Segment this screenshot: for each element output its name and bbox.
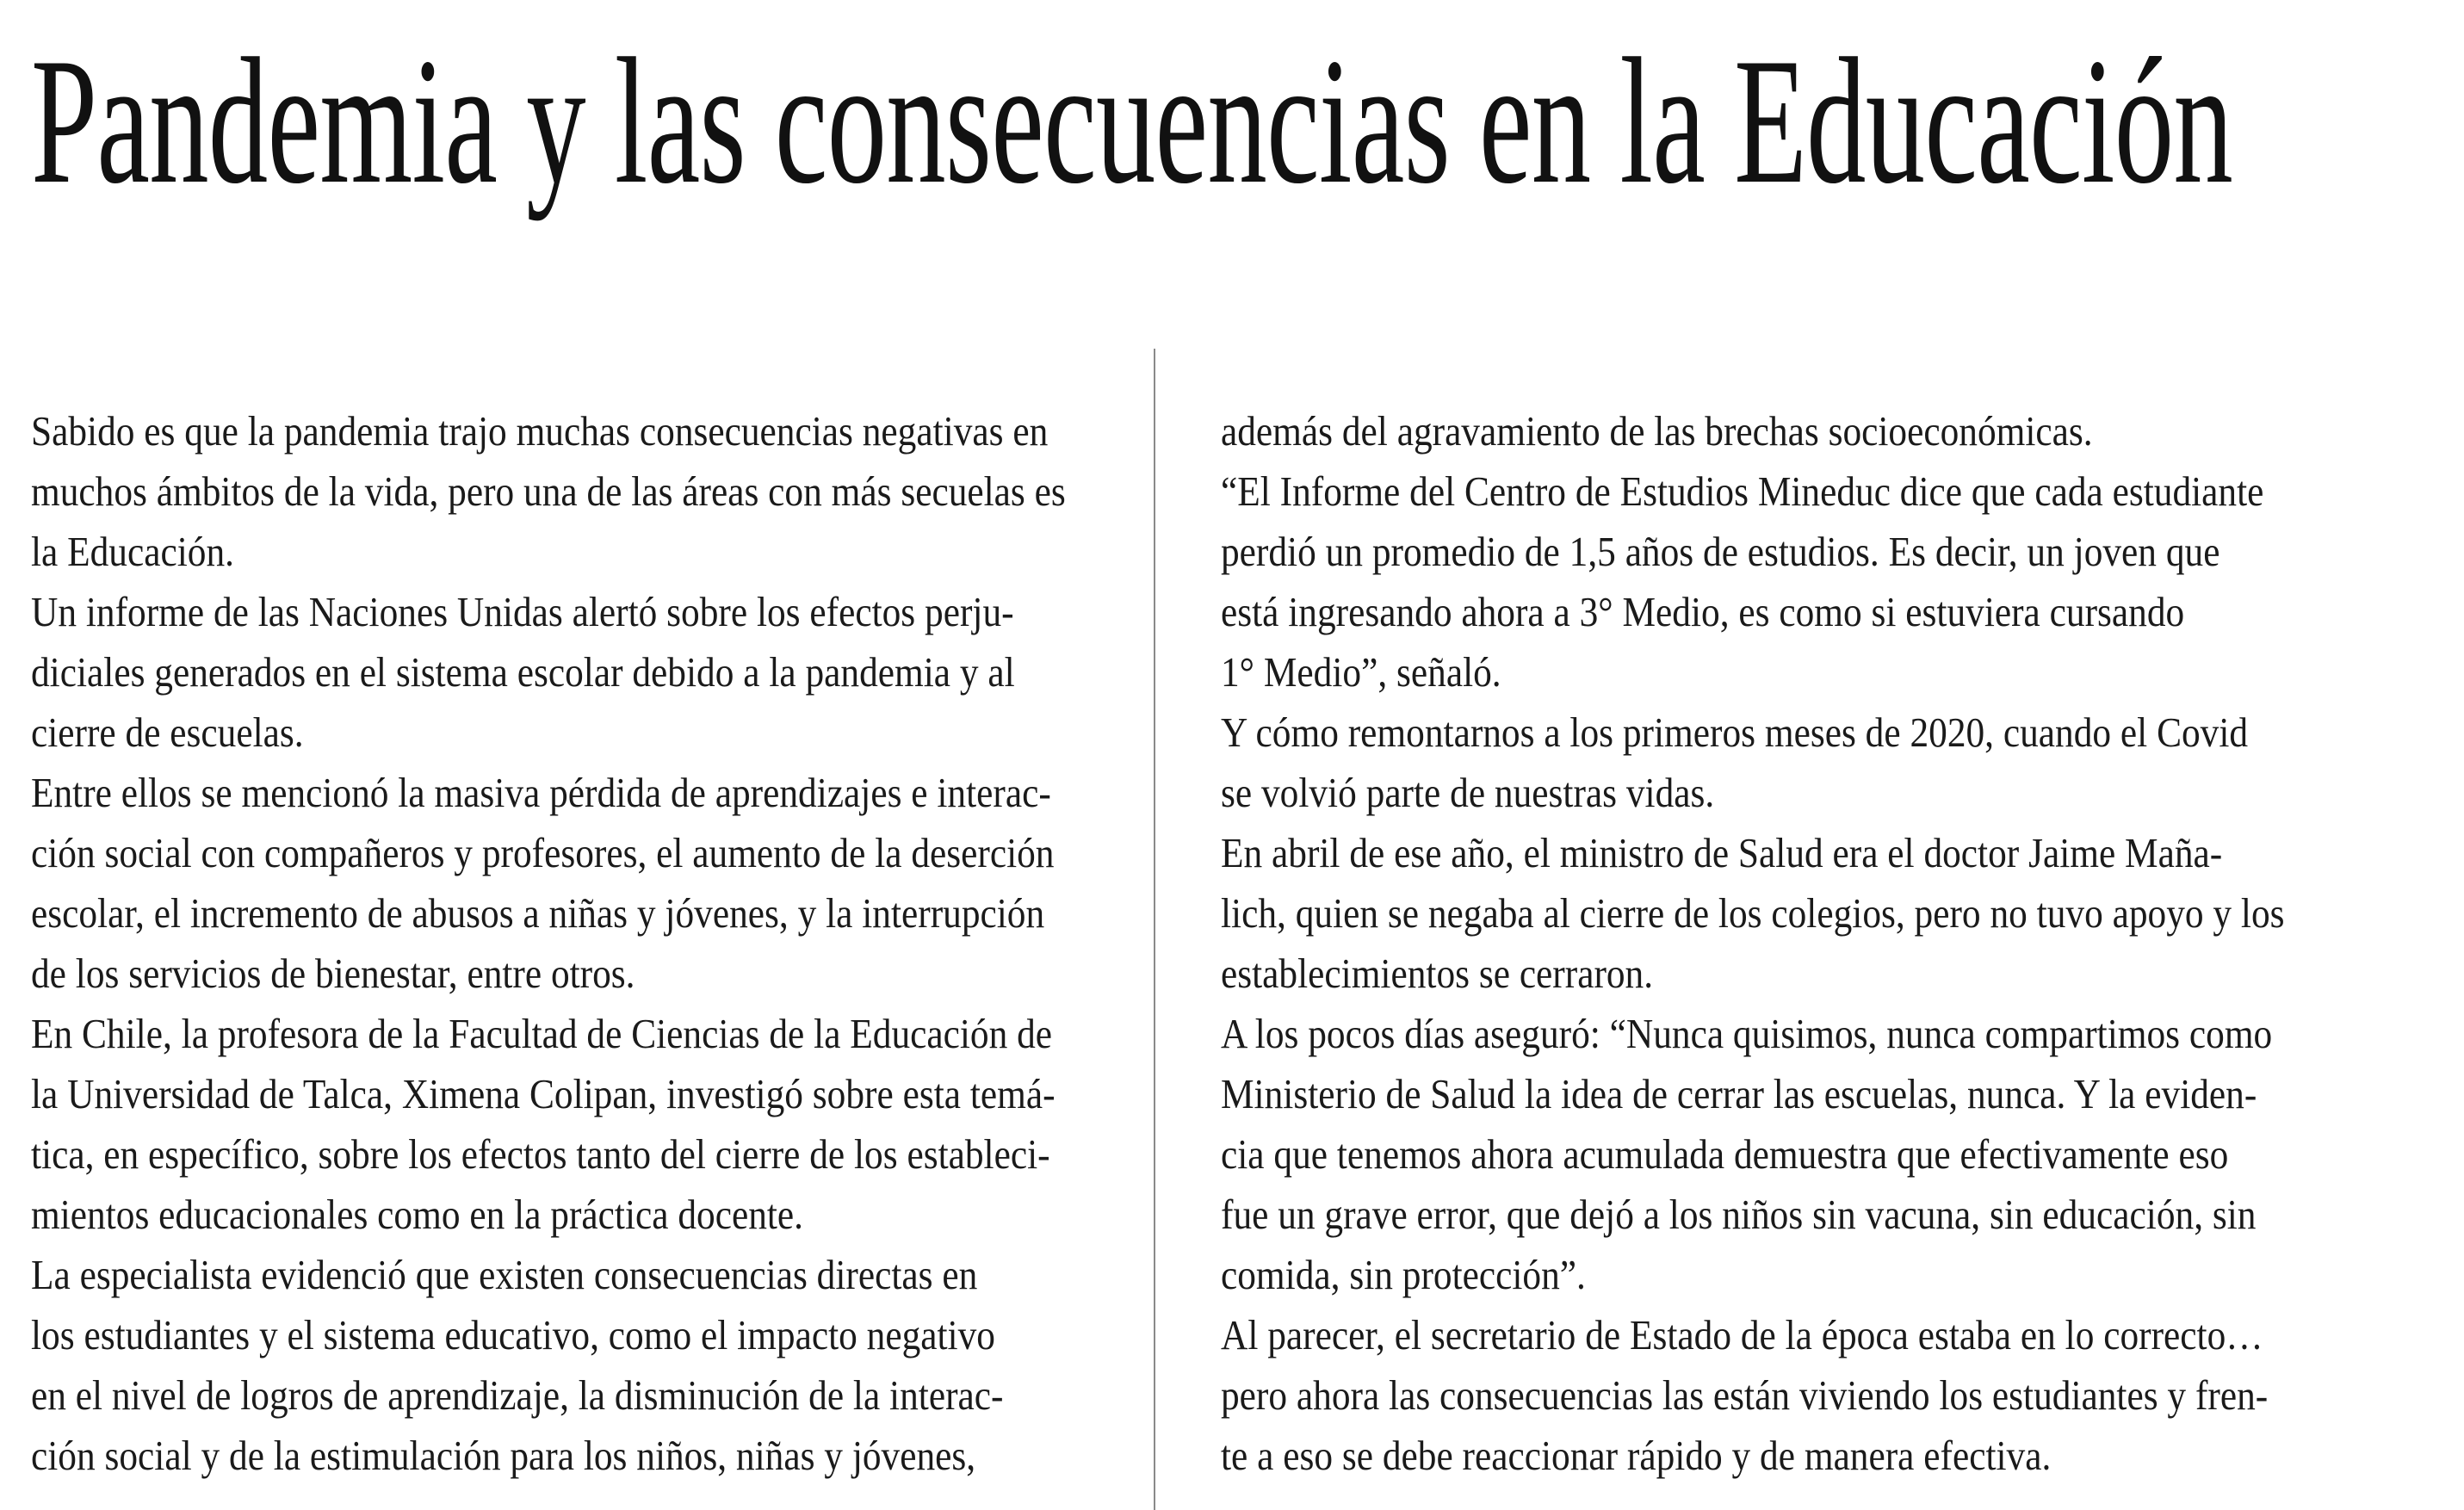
text-line: además del agravamiento de las brechas socioeconómicas. [1221, 407, 2093, 455]
text-line: La especialista evidenció que existen consecuencias directas en [31, 1251, 978, 1298]
text-line: pero ahora las consecuencias las están viviendo los estudiantes y fren- [1221, 1371, 2269, 1419]
text-line: la Universidad de Talca, Ximena Colipan, investigó sobre esta temá- [31, 1070, 1056, 1117]
text-line: diciales generados en el sistema escolar debido a la pandemia y al [31, 648, 1015, 696]
text-line: cia que tenemos ahora acumulada demuestra que efectivamente eso [1221, 1130, 2229, 1178]
text-line: ción social con compañeros y profesores, el aumento de la deserción [31, 829, 1055, 876]
text-line: lich, quien se negaba al cierre de los colegios, pero no tuvo apoyo y los [1221, 889, 2285, 937]
text-line: los estudiantes y el sistema educativo, como el impacto negativo [31, 1311, 995, 1358]
text-line: ción social y de la estimulación para los niños, niñas y jóvenes, [31, 1432, 976, 1479]
article-column-right [1221, 401, 2443, 1486]
text-line: comida, sin protección”. [1221, 1251, 1586, 1298]
text-line: Sabido es que la pandemia trajo muchas consecuencias negativas en [31, 407, 1049, 455]
text-line: te a eso se debe reaccionar rápido y de manera efectiva. [1221, 1432, 2052, 1479]
text-line: está ingresando ahora a 3° Medio, es como si estuviera cursando [1221, 588, 2185, 635]
text-line: En Chile, la profesora de la Facultad de Ciencias de la Educación de [31, 1010, 1053, 1057]
text-line: mientos educacionales como en la práctica docente. [31, 1191, 804, 1238]
text-line: fue un grave error, que dejó a los niños sin vacuna, sin educación, sin [1221, 1191, 2257, 1238]
text-line: de los servicios de bienestar, entre otros. [31, 950, 635, 997]
text-line: la Educación. [31, 528, 234, 575]
text-line: en el nivel de logros de aprendizaje, la disminución de la interac- [31, 1371, 1004, 1419]
text-line: “El Informe del Centro de Estudios Mineduc dice que cada estudiante [1221, 467, 2264, 515]
text-line: Ministerio de Salud la idea de cerrar las escuelas, nunca. Y la eviden- [1221, 1070, 2257, 1117]
text-line: A los pocos días aseguró: “Nunca quisimos, nunca compartimos como [1221, 1010, 2273, 1057]
text-line: En abril de ese año, el ministro de Salud era el doctor Jaime Maña- [1221, 829, 2223, 876]
text-line: cierre de escuelas. [31, 709, 304, 756]
article-headline: Pandemia y las consecuencias en la Educación [31, 22, 2233, 221]
text-line: escolar, el incremento de abusos a niñas y jóvenes, y la interrupción [31, 889, 1045, 937]
text-line: tica, en específico, sobre los efectos tanto del cierre de los estableci- [31, 1130, 1050, 1178]
text-line: se volvió parte de nuestras vidas. [1221, 769, 1715, 816]
article-column-left [31, 401, 1142, 1486]
text-line: establecimientos se cerraron. [1221, 950, 1654, 997]
text-line: Entre ellos se mencionó la masiva pérdida de aprendizajes e interac- [31, 769, 1051, 816]
text-line: 1° Medio”, señaló. [1221, 648, 1501, 696]
text-line: Al parecer, el secretario de Estado de la época estaba en lo correcto… [1221, 1311, 2263, 1358]
column-divider [1154, 349, 1155, 1510]
text-line: Un informe de las Naciones Unidas alertó sobre los efectos perju- [31, 588, 1014, 635]
text-line: perdió un promedio de 1,5 años de estudios. Es decir, un joven que [1221, 528, 2220, 575]
text-line: muchos ámbitos de la vida, pero una de las áreas con más secuelas es [31, 467, 1066, 515]
text-line: Y cómo remontarnos a los primeros meses de 2020, cuando el Covid [1221, 709, 2249, 756]
